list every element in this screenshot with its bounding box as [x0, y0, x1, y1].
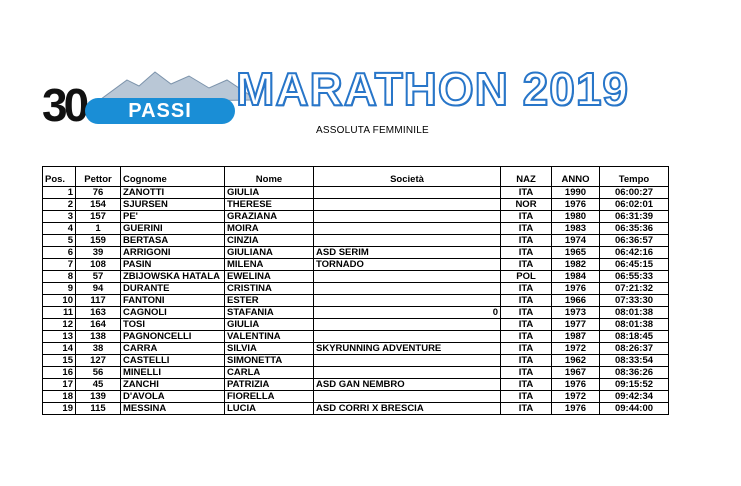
- cell-cognome: CAGNOLI: [121, 307, 225, 319]
- col-header-nome: Nome: [225, 167, 314, 187]
- cell-societa: [314, 403, 501, 415]
- table-row: [43, 379, 669, 391]
- cell-pos: 7: [43, 259, 76, 271]
- cell-pettor: 138: [76, 331, 121, 343]
- cell-naz: ITA: [501, 295, 552, 307]
- table-row: [43, 391, 669, 403]
- cell-naz: ITA: [501, 283, 552, 295]
- cell-societa: [314, 391, 501, 403]
- cell-cognome: ZANCHI: [121, 379, 225, 391]
- cell-anno: 1976: [552, 199, 600, 211]
- cell-anno: 1977: [552, 319, 600, 331]
- cell-anno: 1973: [552, 307, 600, 319]
- cell-tempo: 08:01:38: [600, 319, 669, 331]
- cell-tempo: 09:15:52: [600, 379, 669, 391]
- cell-nome: GRAZIANA: [225, 211, 314, 223]
- table-row: [43, 199, 669, 211]
- cell-nome: PATRIZIA: [225, 379, 314, 391]
- cell-nome: THERESE: [225, 199, 314, 211]
- cell-pos: 16: [43, 367, 76, 379]
- cell-tempo: 08:18:45: [600, 331, 669, 343]
- cell-pettor: 117: [76, 295, 121, 307]
- table-row: [43, 295, 669, 307]
- cell-tempo: 08:26:37: [600, 343, 669, 355]
- cell-naz: ITA: [501, 367, 552, 379]
- cell-tempo: 06:55:33: [600, 271, 669, 283]
- cell-anno: 1974: [552, 235, 600, 247]
- cell-pettor: 57: [76, 271, 121, 283]
- col-header-societa: Società: [314, 167, 501, 187]
- cell-societa: [314, 367, 501, 379]
- cell-anno: 1972: [552, 391, 600, 403]
- table-row: [43, 259, 669, 271]
- cell-societa: [314, 307, 501, 319]
- cell-tempo: 07:21:32: [600, 283, 669, 295]
- cell-tempo: 08:36:26: [600, 367, 669, 379]
- cell-nome: FIORELLA: [225, 391, 314, 403]
- col-header-anno: ANNO: [552, 167, 600, 187]
- cell-naz: ITA: [501, 391, 552, 403]
- cell-naz: ITA: [501, 247, 552, 259]
- cell-naz: ITA: [501, 211, 552, 223]
- col-header-pos: Pos.: [43, 167, 76, 187]
- cell-tempo: 09:44:00: [600, 403, 669, 415]
- cell-naz: ITA: [501, 223, 552, 235]
- cell-pos: 5: [43, 235, 76, 247]
- cell-pos: 17: [43, 379, 76, 391]
- cell-pos: 15: [43, 355, 76, 367]
- cell-naz: ITA: [501, 403, 552, 415]
- table-row: [43, 367, 669, 379]
- cell-nome: ESTER: [225, 295, 314, 307]
- cell-naz: ITA: [501, 343, 552, 355]
- societa-text: TORNADO: [316, 259, 364, 270]
- cell-cognome: CARRA: [121, 343, 225, 355]
- cell-pos: 12: [43, 319, 76, 331]
- cell-anno: 1980: [552, 211, 600, 223]
- cell-societa: [314, 211, 501, 223]
- cell-cognome: ARRIGONI: [121, 247, 225, 259]
- cell-tempo: 06:31:39: [600, 211, 669, 223]
- cell-cognome: PAGNONCELLI: [121, 331, 225, 343]
- cell-pos: 4: [43, 223, 76, 235]
- cell-anno: 1972: [552, 343, 600, 355]
- cell-cognome: MINELLI: [121, 367, 225, 379]
- cell-cognome: MESSINA: [121, 403, 225, 415]
- cell-anno: 1966: [552, 295, 600, 307]
- table-row: [43, 223, 669, 235]
- table-row: [43, 235, 669, 247]
- cell-anno: 1962: [552, 355, 600, 367]
- cell-nome: VALENTINA: [225, 331, 314, 343]
- logo-number: 30: [42, 79, 86, 131]
- cell-societa: [314, 355, 501, 367]
- societa-text: ASD GAN NEMBRO: [316, 379, 405, 390]
- cell-pettor: 159: [76, 235, 121, 247]
- cell-societa: [314, 259, 501, 271]
- table-row: [43, 307, 669, 319]
- cell-tempo: 06:00:27: [600, 187, 669, 199]
- cell-nome: GIULIA: [225, 187, 314, 199]
- cell-tempo: 06:02:01: [600, 199, 669, 211]
- cell-pos: 14: [43, 343, 76, 355]
- cell-nome: CINZIA: [225, 235, 314, 247]
- table-row: [43, 283, 669, 295]
- table-row: [43, 343, 669, 355]
- cell-nome: CRISTINA: [225, 283, 314, 295]
- cell-societa: [314, 283, 501, 295]
- cell-anno: 1990: [552, 187, 600, 199]
- cell-cognome: FANTONI: [121, 295, 225, 307]
- cell-pos: 18: [43, 391, 76, 403]
- cell-societa: [314, 271, 501, 283]
- table-row: [43, 211, 669, 223]
- cell-naz: NOR: [501, 199, 552, 211]
- cell-anno: 1976: [552, 403, 600, 415]
- cell-cognome: GUERINI: [121, 223, 225, 235]
- societa-text: ASD CORRI X BRESCIA: [316, 403, 424, 414]
- cell-cognome: ZANOTTI: [121, 187, 225, 199]
- cell-anno: 1976: [552, 379, 600, 391]
- cell-cognome: ZBIJOWSKA HATALA: [121, 271, 225, 283]
- col-header-pettor: Pettor: [76, 167, 121, 187]
- cell-naz: ITA: [501, 235, 552, 247]
- cell-pettor: 139: [76, 391, 121, 403]
- cell-tempo: 08:33:54: [600, 355, 669, 367]
- cell-pos: 3: [43, 211, 76, 223]
- cell-nome: SIMONETTA: [225, 355, 314, 367]
- cell-naz: ITA: [501, 319, 552, 331]
- table-row: [43, 403, 669, 415]
- cell-cognome: PE': [121, 211, 225, 223]
- cell-tempo: 09:42:34: [600, 391, 669, 403]
- cell-societa: [314, 247, 501, 259]
- cell-nome: LUCIA: [225, 403, 314, 415]
- cell-tempo: 06:45:15: [600, 259, 669, 271]
- table-row: [43, 331, 669, 343]
- cell-cognome: PASIN: [121, 259, 225, 271]
- cell-nome: MOIRA: [225, 223, 314, 235]
- cell-societa: [314, 319, 501, 331]
- cell-naz: ITA: [501, 331, 552, 343]
- cell-anno: 1967: [552, 367, 600, 379]
- cell-anno: 1987: [552, 331, 600, 343]
- cell-pettor: 164: [76, 319, 121, 331]
- cell-naz: ITA: [501, 187, 552, 199]
- table-row: [43, 187, 669, 199]
- cell-cognome: TOSI: [121, 319, 225, 331]
- cell-pettor: 115: [76, 403, 121, 415]
- cell-societa: [314, 235, 501, 247]
- cell-cognome: DURANTE: [121, 283, 225, 295]
- cell-pettor: 76: [76, 187, 121, 199]
- cell-cognome: CASTELLI: [121, 355, 225, 367]
- cell-societa: [314, 199, 501, 211]
- logo-word: PASSI: [85, 98, 235, 124]
- cell-pettor: 163: [76, 307, 121, 319]
- cell-tempo: 06:42:16: [600, 247, 669, 259]
- cell-naz: POL: [501, 271, 552, 283]
- table-row: [43, 319, 669, 331]
- cell-pettor: 127: [76, 355, 121, 367]
- cell-anno: 1965: [552, 247, 600, 259]
- societa-text: ASD SERIM: [316, 247, 369, 258]
- page-title: MARATHON 2019: [236, 63, 629, 115]
- cell-nome: SILVIA: [225, 343, 314, 355]
- cell-pos: 8: [43, 271, 76, 283]
- cell-pos: 10: [43, 295, 76, 307]
- cell-nome: CARLA: [225, 367, 314, 379]
- cell-nome: EWELINA: [225, 271, 314, 283]
- cell-nome: GIULIA: [225, 319, 314, 331]
- col-header-naz: NAZ: [501, 167, 552, 187]
- cell-pettor: 56: [76, 367, 121, 379]
- cell-pos: 6: [43, 247, 76, 259]
- category-subtitle: ASSOLUTA FEMMINILE: [316, 125, 429, 136]
- results-table: [42, 166, 669, 415]
- cell-societa: [314, 343, 501, 355]
- cell-pettor: 157: [76, 211, 121, 223]
- cell-nome: GIULIANA: [225, 247, 314, 259]
- cell-societa: [314, 223, 501, 235]
- cell-anno: 1983: [552, 223, 600, 235]
- cell-tempo: 07:33:30: [600, 295, 669, 307]
- cell-pettor: 154: [76, 199, 121, 211]
- cell-pos: 9: [43, 283, 76, 295]
- cell-tempo: 08:01:38: [600, 307, 669, 319]
- cell-societa: [314, 187, 501, 199]
- col-header-tempo: Tempo: [600, 167, 669, 187]
- cell-nome: MILENA: [225, 259, 314, 271]
- cell-pettor: 45: [76, 379, 121, 391]
- cell-pettor: 108: [76, 259, 121, 271]
- cell-nome: STAFANIA: [225, 307, 314, 319]
- table-row: [43, 355, 669, 367]
- cell-naz: ITA: [501, 307, 552, 319]
- cell-pettor: 1: [76, 223, 121, 235]
- cell-pos: 19: [43, 403, 76, 415]
- cell-naz: ITA: [501, 355, 552, 367]
- cell-tempo: 06:35:36: [600, 223, 669, 235]
- table-row: [43, 271, 669, 283]
- cell-cognome: BERTASA: [121, 235, 225, 247]
- cell-cognome: D'AVOLA: [121, 391, 225, 403]
- cell-anno: 1984: [552, 271, 600, 283]
- cell-pos: 1: [43, 187, 76, 199]
- cell-societa: [314, 295, 501, 307]
- cell-societa: [314, 379, 501, 391]
- logo-30-passi: [42, 70, 242, 140]
- cell-pos: 2: [43, 199, 76, 211]
- col-header-cognome: Cognome: [121, 167, 225, 187]
- cell-naz: ITA: [501, 259, 552, 271]
- societa-extra: 0: [492, 307, 498, 318]
- cell-tempo: 06:36:57: [600, 235, 669, 247]
- header-row: [43, 167, 669, 187]
- table-row: [43, 247, 669, 259]
- cell-pettor: 39: [76, 247, 121, 259]
- cell-anno: 1982: [552, 259, 600, 271]
- cell-cognome: SJURSEN: [121, 199, 225, 211]
- cell-anno: 1976: [552, 283, 600, 295]
- cell-societa: [314, 331, 501, 343]
- cell-pettor: 94: [76, 283, 121, 295]
- cell-pos: 13: [43, 331, 76, 343]
- cell-pos: 11: [43, 307, 76, 319]
- cell-pettor: 38: [76, 343, 121, 355]
- cell-naz: ITA: [501, 379, 552, 391]
- societa-text: SKYRUNNING ADVENTURE: [316, 343, 442, 354]
